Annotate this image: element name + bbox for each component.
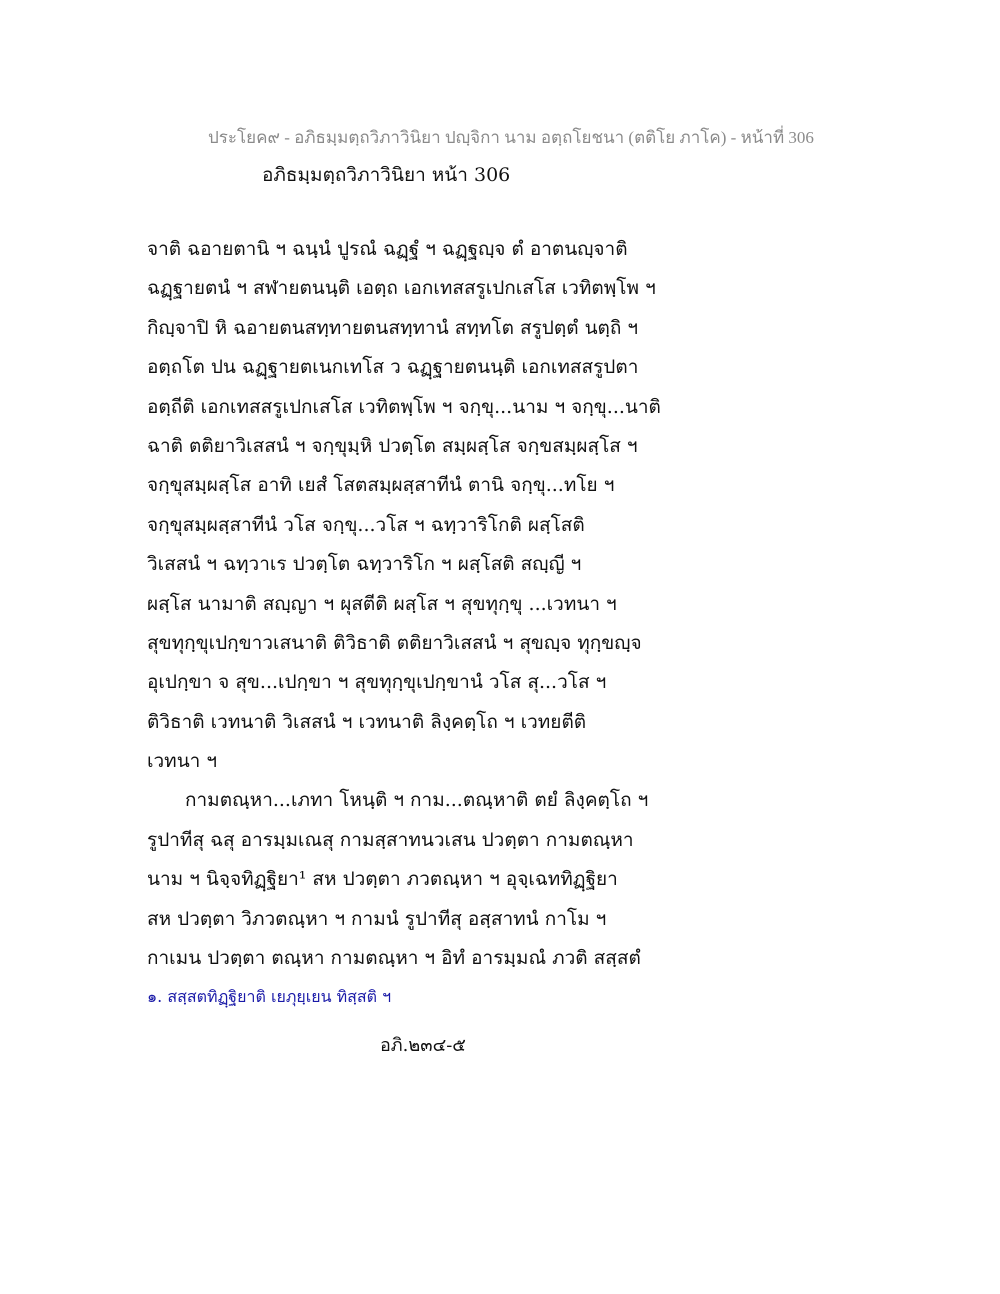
text-line: ติวิธาติ เวทนาติ วิเสสนํ ฯ เวทนาติ ลิงฺคตฺโถ ฯ เวทยตีติ <box>147 710 587 733</box>
body-text <box>147 230 707 978</box>
text-line: อตฺถีติ เอกเทสสรูเปกเสโส เวทิตพฺโพ ฯ จกฺขุ...นาม ฯ จกฺขุ...นาติ <box>147 395 661 418</box>
text-line: ฉฏฺฐายตนํ ฯ สฬายตนนฺติ เอตฺถ เอกเทสสรูเปกเสโส เวทิตพฺโพ ฯ <box>147 277 656 300</box>
text-line: จาติ ฉอายตานิ ฯ ฉนฺนํ ปูรณํ ฉฏฺฐํ ฯ ฉฏฺฐญฺจ ตํ อาตนญฺจาติ <box>147 238 628 260</box>
text-line: ฉาติ ตติยาวิเสสนํ ฯ จกฺขุมฺหิ ปวตฺโต สมฺผสฺโส จกฺขสมฺผสฺโส ฯ <box>147 434 638 457</box>
page-reference: อภิ.๒๓๔-๕ <box>380 1035 466 1056</box>
text-line: นาม ฯ นิจฺจทิฏฺฐิยา¹ สห ปวตฺตา ภวตณฺหา ฯ อุจฺเฉททิฏฺฐิยา <box>147 868 618 891</box>
text-line: จกฺขุสมฺผสฺโส อาทิ เยสํ โสตสมฺผสฺสาทีนํ ตานิ จกฺขุ...ทโย ฯ <box>147 474 615 497</box>
text-line: อตฺถโต ปน ฉฏฺฐายตเนกเทโส ว ฉฏฺฐายตนนฺติ เอกเทสสรูปตา <box>147 356 639 379</box>
text-line: สุขทุกฺขุเปกฺขาวเสนาติ ติวิธาติ ตติยาวิเสสนํ ฯ สุขญฺจ ทุกฺขญฺจ <box>147 631 642 654</box>
text-line: วิเสสนํ ฯ ฉทฺวาเร ปวตฺโต ฉทฺวาริโก ฯ ผสฺโสติ สญฺญี ฯ <box>147 553 582 576</box>
text-line: สห ปวตฺตา วิภวตณฺหา ฯ กามนํ รูปาทีสุ อสฺสาทนํ กาโม ฯ <box>147 907 607 930</box>
text-line: จกฺขุสมฺผสฺสาทีนํ วโส จกฺขุ...วโส ฯ ฉทฺวาริโกติ ผสฺโสติ <box>147 513 585 536</box>
running-header: ประโยค๙ - อภิธมฺมตฺถวิภาวินิยา ปญฺจิกา นาม อตฺถโยชนา (ตติโย ภาโค) - หน้าที่ 306 <box>208 128 814 147</box>
text-line: กาเมน ปวตฺตา ตณฺหา กามตณฺหา ฯ อิทํ อารมฺมณํ ภวติ สสฺสตํ <box>147 947 641 970</box>
page-title: อภิธมฺมตฺถวิภาวินิยา หน้า 306 <box>262 164 511 186</box>
text-line: รูปาทีสุ ฉสุ อารมฺมเณสุ กามสฺสาทนวเสน ปวตฺตา กามตณฺหา <box>147 828 634 851</box>
text-line: กามตณฺหา...เภทา โหนฺติ ฯ กาม...ตณฺหาติ ตยํ ลิงฺคตฺโถ ฯ <box>185 789 649 812</box>
footnote: ๑. สสฺสตทิฏฺฐิยาติ เยภุยฺเยน ทิสฺสติ ฯ <box>147 987 392 1006</box>
text-line: เวทนา ฯ <box>147 750 218 773</box>
text-line: ผสฺโส นามาติ สญฺญา ฯ ผุสตีติ ผสฺโส ฯ สุขทุกฺขุ ...เวทนา ฯ <box>147 592 617 615</box>
text-line: อุเปกฺขา จ สุข...เปกฺขา ฯ สุขทุกฺขุเปกฺขานํ วโส สุ...วโส ฯ <box>147 671 607 694</box>
text-line: กิญฺจาปิ หิ ฉอายตนสทฺทายตนสทฺทานํ สทฺทโต สรูปตฺตํ นตฺถิ ฯ <box>147 316 639 339</box>
